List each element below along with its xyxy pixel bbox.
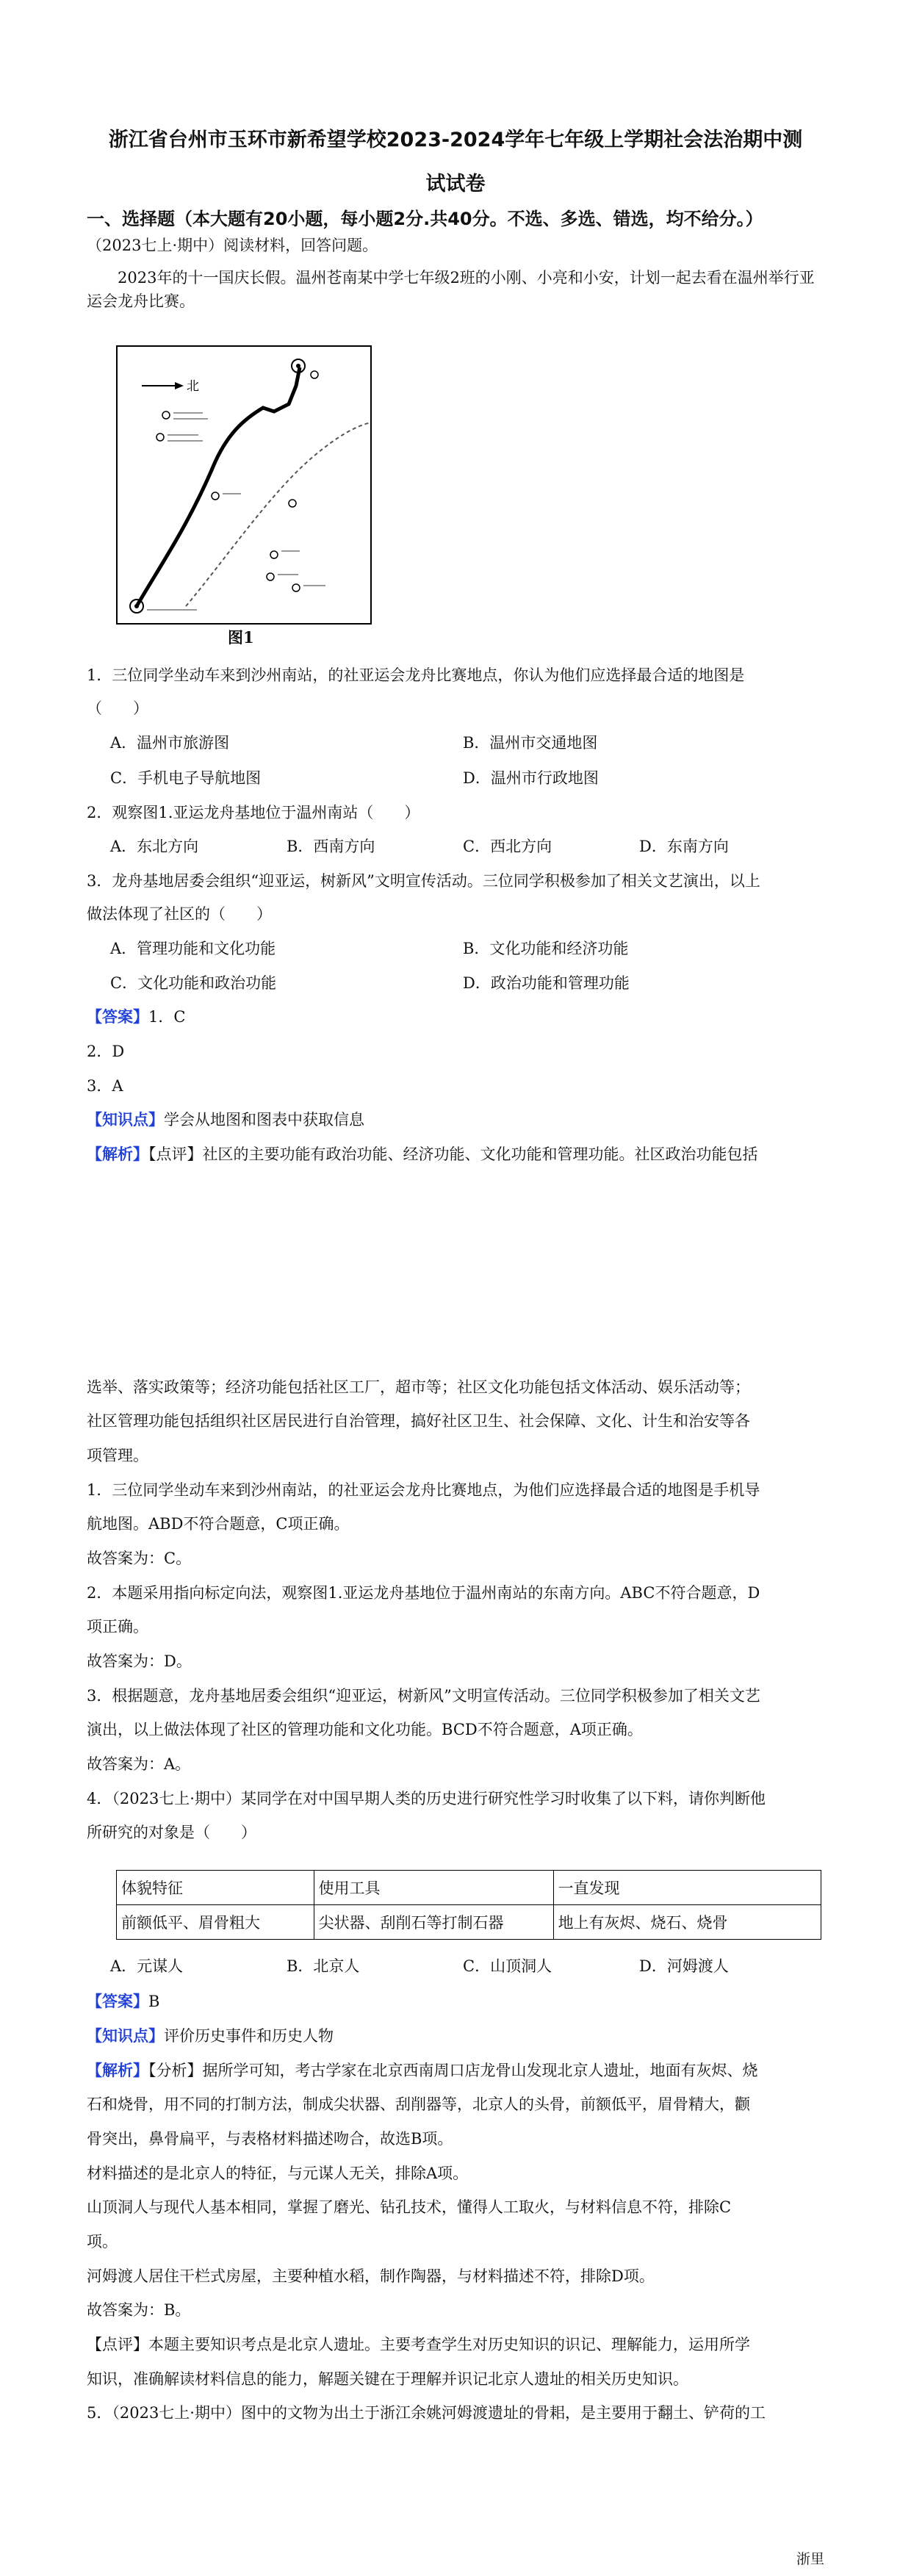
analysis-text-cont: 选举、落实政策等；经济功能包括社区工厂，超市等；社区文化功能包括文体活动、娱乐活动等； (87, 1378, 750, 1396)
answer-tag: 【答案】 (87, 1992, 148, 2010)
q4-comment: 【点评】本题主要知识考点是北京人遗址。主要考查学生对历史知识的识记、理解能力，运用所学 (87, 2336, 750, 2353)
map-frame (117, 346, 371, 624)
q4-comment-cont: 知识，准确解读材料信息的能力，解题关键在于理解并识记北京人遗址的相关历史知识。 (87, 2370, 688, 2388)
q4-analysis-block (87, 2059, 829, 2082)
explanation-3-cont: 演出，以上做法体现了社区的管理功能和文化功能。BCD不符合题意，A项正确。 (87, 1721, 643, 1738)
section-heading: 一、选择题（本大题有20小题，每小题2分.共40分。不选、多选、错选，均不给分。） (87, 209, 763, 229)
q4-option-c: C．山顶洞人 (463, 1957, 552, 1975)
q3-option-b: B．文化功能和经济功能 (463, 940, 629, 957)
explanation-2: 2．本题采用指向标定向法，观察图1.亚运龙舟基地位于温州南站的东南方向。ABC不符合题意，D (87, 1584, 760, 1602)
analysis-text-cont: 项管理。 (87, 1447, 148, 1464)
table-row (117, 1905, 821, 1940)
knowledge-tag: 【知识点】 (87, 1110, 164, 1129)
analysis-block (87, 1143, 829, 1166)
table-header-cell: 体貌特征 (117, 1871, 314, 1905)
analysis-tag: 【解析】 (87, 2061, 148, 2079)
exam-title: 浙江省台州市玉环市新希望学校2023-2024学年七年级上学期社会法治期中测 (108, 129, 803, 151)
figure-caption: 图1 (228, 628, 254, 647)
q4-knowledge-block (87, 2024, 829, 2048)
page-footer: 浙里 (796, 2551, 824, 2567)
q4-option-d: D．河姆渡人 (639, 1957, 729, 1975)
q3-option-d: D．政治功能和管理功能 (463, 974, 630, 992)
q4-analysis-cont: 河姆渡人居住干栏式房屋，主要种植水稻，制作陶器，与材料描述不符，排除D项。 (87, 2267, 655, 2285)
explanation-1: 1．三位同学坐动车来到沙州南站，的社亚运会龙舟比赛地点，为他们应选择最合适的地图是手机导 (87, 1481, 760, 1499)
answer-block (87, 1005, 829, 1029)
answer-3: 3．A (87, 1077, 123, 1095)
explanation-1-cont: 航地图。ABD不符合题意，C项正确。 (87, 1515, 350, 1533)
q4-analysis-cont: 材料描述的是北京人的特征，与元谋人无关，排除A项。 (87, 2165, 469, 2182)
q2-stem: 2．观察图1.亚运龙舟基地位于温州南站（ ） (87, 804, 420, 821)
material-source: （2023七上·期中）阅读材料，回答问题。 (87, 237, 378, 254)
q1-option-c: C．手机电子导航地图 (110, 769, 262, 787)
q4-stem: 4．（2023七上·期中）某同学在对中国早期人类的历史进行研究性学习时收集了以下料，请你判断他 (87, 1790, 766, 1807)
knowledge-block (87, 1108, 829, 1132)
q3-stem-cont: 做法体现了社区的（ ） (87, 905, 272, 923)
q4-table (116, 1870, 821, 1940)
q4-analysis: 【分析】据所学可知，考古学家在北京西南周口店龙骨山发现北京人遗址，地面有灰烬、烧 (148, 2062, 758, 2079)
q5-stem: 5．（2023七上·期中）图中的文物为出土于浙江余姚河姆渡遗址的骨耜，是主要用于翻土、铲荷的工 (87, 2404, 766, 2422)
q2-option-d: D．东南方向 (639, 838, 729, 855)
q4-knowledge: 评价历史事件和历史人物 (164, 2027, 334, 2045)
explanation-2-cont: 项正确。 (87, 1618, 148, 1636)
q4-option-a: A．元谋人 (110, 1957, 184, 1975)
q4-analysis-cont: 山顶洞人与现代人基本相同，掌握了磨光、钻孔技术，懂得人工取火，与材料信息不符，排除C (87, 2198, 732, 2216)
q4-answer: B (148, 1993, 160, 2010)
q3-stem: 3．龙舟基地居委会组织“迎亚运，树新风”文明宣传活动。三位同学积极参加了相关文艺演出，以上 (87, 872, 760, 890)
q3-option-c: C．文化功能和政治功能 (110, 974, 277, 992)
q1-option-d: D．温州市行政地图 (463, 769, 599, 787)
q4-analysis-answer: 故答案为：B。 (87, 2301, 191, 2319)
north-label: 北 (187, 379, 199, 394)
material-text: 2023年的十一国庆长假。温州苍南某中学七年级2班的小刚、小亮和小安，计划一起去看在温州举行亚运会龙舟比赛。 (87, 269, 815, 310)
q1-stem-cont: （ ） (87, 699, 148, 717)
explanation-2-answer: 故答案为：D。 (87, 1652, 192, 1670)
q1-option-b: B．温州市交通地图 (463, 734, 598, 752)
table-cell: 前额低平、眉骨粗大 (117, 1905, 314, 1940)
answer-1: 1．C (148, 1008, 186, 1026)
table-header-row (117, 1871, 821, 1905)
q1-option-a: A．温州市旅游图 (110, 734, 230, 752)
q4-analysis-cont: 骨突出，鼻骨扁平，与表格材料描述吻合，故选B项。 (87, 2130, 453, 2148)
explanation-1-answer: 故答案为：C。 (87, 1550, 192, 1567)
q4-stem-cont: 所研究的对象是（ ） (87, 1824, 256, 1841)
q2-option-a: A．东北方向 (110, 838, 199, 855)
exam-title-cont: 试试卷 (425, 173, 486, 195)
q2-option-c: C．西北方向 (463, 838, 552, 855)
table-header-cell: 使用工具 (314, 1871, 553, 1905)
table-cell: 地上有灰烬、烧石、烧骨 (553, 1905, 821, 1940)
table-header-cell: 一直发现 (553, 1871, 821, 1905)
q4-analysis-cont: 项。 (87, 2233, 118, 2251)
knowledge-tag: 【知识点】 (87, 2026, 164, 2045)
explanation-3: 3．根据题意，龙舟基地居委会组织“迎亚运，树新风”文明宣传活动。三位同学积极参加了相关文艺 (87, 1687, 760, 1705)
answer-tag: 【答案】 (87, 1007, 148, 1026)
q4-analysis-cont: 石和烧骨，用不同的打制方法，制成尖状器、刮削器等，北京人的头骨，前额低平，眉骨精大，颧 (87, 2095, 750, 2113)
q2-option-b: B．西南方向 (287, 838, 375, 855)
map-figure-1 (116, 345, 372, 625)
q1-stem: 1．三位同学坐动车来到沙州南站，的社亚运会龙舟比赛地点，你认为他们应选择最合适的地图是 (87, 666, 745, 684)
analysis-text: 【点评】社区的主要功能有政治功能、经济功能、文化功能和管理功能。社区政治功能包括 (148, 1145, 758, 1163)
q4-answer-block (87, 1990, 829, 2013)
analysis-tag: 【解析】 (87, 1145, 148, 1163)
analysis-text-cont: 社区管理功能包括组织社区居民进行自治管理，搞好社区卫生、社会保障、文化、计生和治安等各 (87, 1412, 750, 1430)
q4-option-b: B．北京人 (287, 1957, 360, 1975)
knowledge-text: 学会从地图和图表中获取信息 (164, 1111, 364, 1129)
table-cell: 尖状器、刮削石等打制石器 (314, 1905, 553, 1940)
explanation-3-answer: 故答案为：A。 (87, 1755, 191, 1773)
answer-2: 2．D (87, 1043, 125, 1060)
q3-option-a: A．管理功能和文化功能 (110, 940, 276, 957)
